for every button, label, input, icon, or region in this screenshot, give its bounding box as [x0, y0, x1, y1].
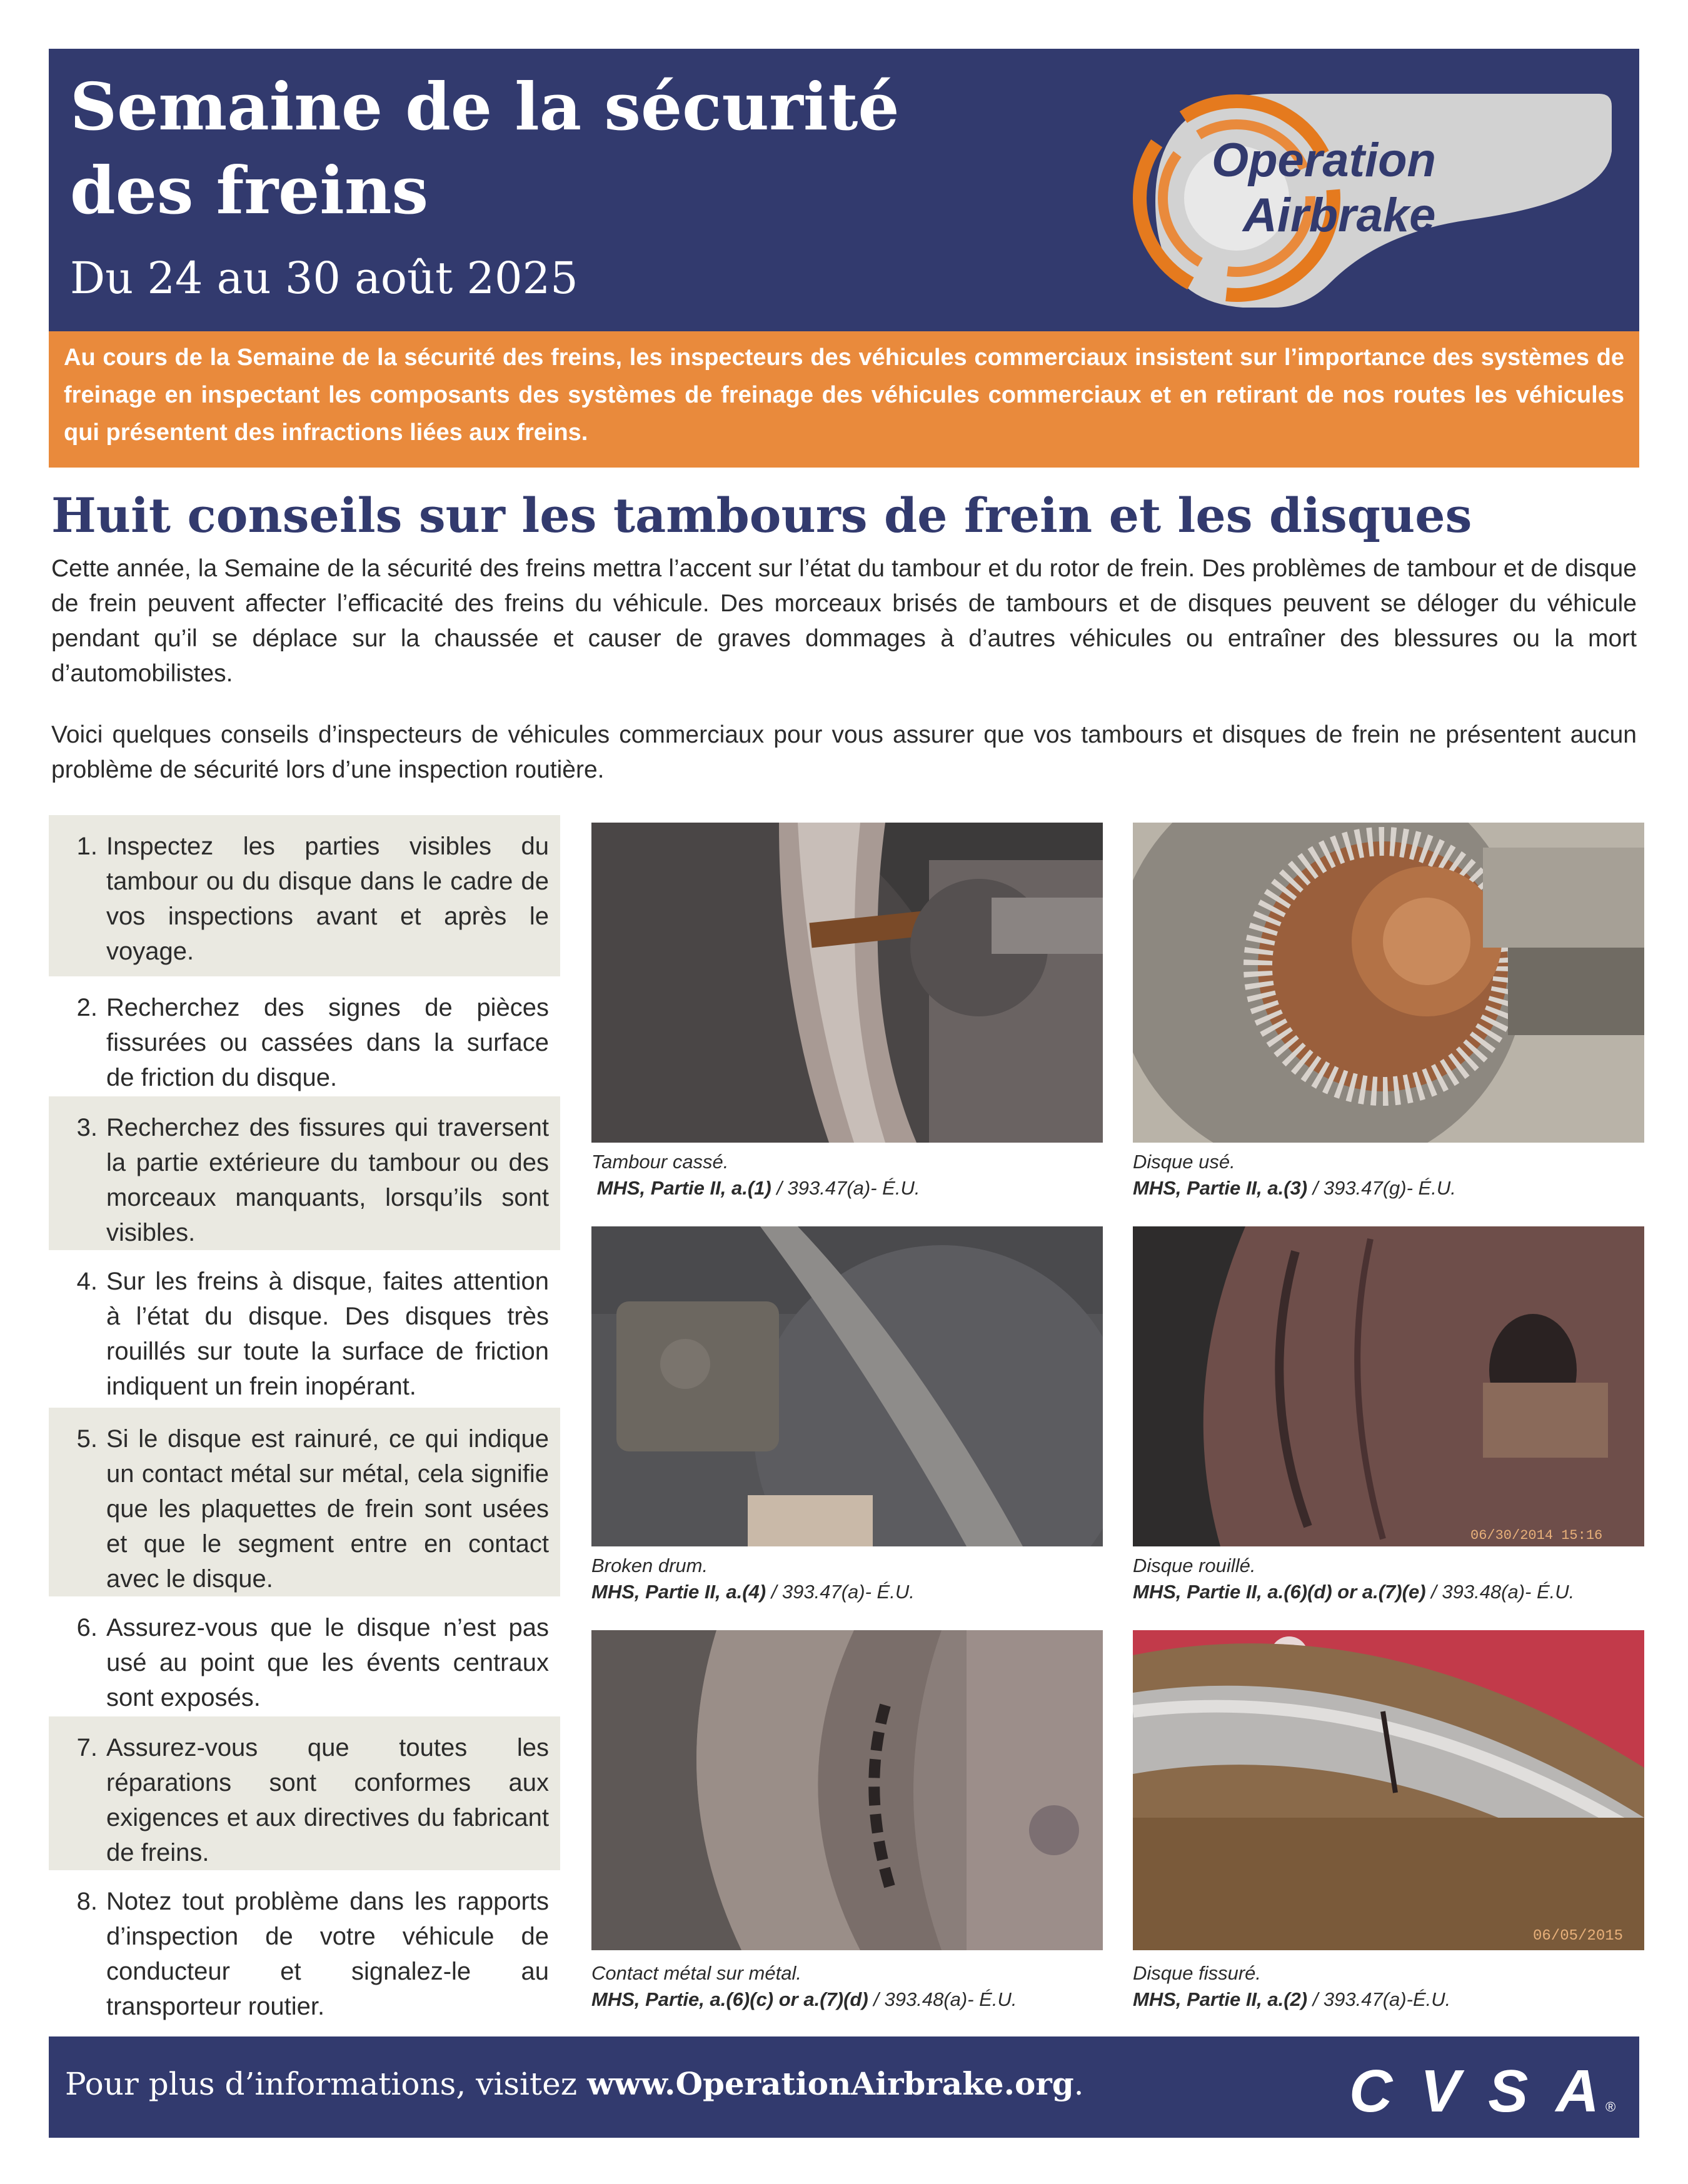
website-link[interactable]: www.OperationAirbrake.org [586, 2065, 1074, 2102]
photo-worn-disc [1133, 823, 1644, 1143]
cvsa-logo-text: CVSA [1349, 2061, 1599, 2118]
caption-title: Tambour cassé. [591, 1151, 729, 1173]
caption-title: Disque fissuré. [1133, 1962, 1262, 1984]
logo-text-operation: Operation [1212, 134, 1436, 187]
caption-ref-rest: / 393.47(g)- É.U. [1307, 1177, 1456, 1199]
intro-paragraph-1: Cette année, la Semaine de la sécurité des freins mettra l’accent sur l’état du tambour et du rotor de frein. Des problèmes de tambour et de disque de frein peuvent affecter l’efficacité des freins du véhicule. Des morceaux brisés de tambours et de disques peuvent se déloger du véhicule pendant qu’il se déplace sur la chaussée et causer de graves dommages à d’autres véhicules ou entraîner des blessures ou la mort d’automobilistes. [51, 555, 1637, 687]
tip-item [49, 1096, 560, 1250]
caption-ref-bold: MHS, Partie II, a.(2) [1133, 1988, 1308, 2010]
tip-item [49, 1716, 560, 1870]
photo-broken-drum-2 [591, 1226, 1103, 1546]
caption-ref-rest: / 393.48(a)- É.U. [868, 1988, 1017, 2010]
footer-prefix: Pour plus d’informations, visitez [65, 2066, 587, 2102]
photo-caption [1133, 1553, 1670, 1605]
caption-reference [591, 1579, 1129, 1605]
header-banner [49, 49, 1639, 331]
tip-text: Notez tout problème dans les rapports d’inspection de votre véhicule de conducteur et signalez-le au transporteur routier. [106, 1888, 549, 2020]
photo-caption [591, 1149, 1129, 1201]
caption-reference [591, 1175, 1129, 1201]
title-line-1: Semaine de la sécurité [70, 68, 900, 145]
caption-ref-bold: MHS, Partie II, a.(4) [591, 1581, 766, 1603]
caption-ref-bold: MHS, Partie II, a.(1) [596, 1177, 771, 1199]
caption-reference [1133, 1175, 1670, 1201]
page-title [70, 65, 1070, 233]
photo-broken-drum [591, 823, 1103, 1143]
tip-number: 2. [76, 994, 98, 1021]
caption-title: Disque rouillé. [1133, 1555, 1256, 1576]
operation-airbrake-logo [1118, 76, 1612, 308]
caption-ref-bold: MHS, Partie, a.(6)(c) or a.(7)(d) [591, 1988, 868, 2010]
photo-cracked-disc [1133, 1630, 1644, 1950]
caption-reference [1133, 1579, 1670, 1605]
footer-banner [49, 2036, 1639, 2138]
tip-number: 4. [76, 1268, 98, 1295]
caption-ref-rest: / 393.47(a)-É.U. [1307, 1988, 1451, 2010]
section-heading: Huit conseils sur les tambours de frein et les disques [51, 488, 1472, 543]
tip-number: 7. [76, 1734, 98, 1761]
tip-text: Recherchez des fissures qui traversent la partie extérieure du tambour ou des morceaux manquants, lorsqu’ils sont visibles. [106, 1114, 549, 1246]
tip-item [49, 1596, 560, 1716]
photo-caption [1133, 1149, 1670, 1201]
tip-number: 5. [76, 1425, 98, 1453]
tip-item [49, 976, 560, 1096]
tip-number: 3. [76, 1114, 98, 1141]
caption-title: Contact métal sur métal. [591, 1962, 801, 1984]
caption-title: Broken drum. [591, 1555, 708, 1576]
intro-banner: Au cours de la Semaine de la sécurité des freins, les inspecteurs des véhicules commerciaux insistent sur l’importance des systèmes de freinage en inspectant les composants des systèmes de freinage des véhicules commerciaux et en retirant de nos routes les véhicules qui présentent des infractions liées aux freins. [49, 331, 1639, 468]
tip-number: 1. [76, 833, 98, 860]
tip-item [49, 815, 560, 976]
footer-suffix: . [1073, 2066, 1084, 2102]
tip-text: Assurez-vous que le disque n’est pas usé au point que les évents centraux sont exposés. [106, 1614, 549, 1711]
intro-paragraph-2: Voici quelques conseils d’inspecteurs de véhicules commerciaux pour vous assurer que vos tambours et disques de frein ne présentent aucun problème de sécurité lors d’une inspection routière. [51, 721, 1637, 783]
photo-timestamp: 06/30/2014 15:16 [1470, 1528, 1603, 1543]
tip-item [49, 1870, 560, 2028]
registered-mark: ® [1605, 2099, 1616, 2115]
tip-text: Assurez-vous que toutes les réparations sont conformes aux exigences et aux directives du fabricant de freins. [106, 1734, 549, 1866]
tip-number: 6. [76, 1614, 98, 1641]
cvsa-logo [1349, 2061, 1624, 2118]
tip-item [49, 1408, 560, 1596]
caption-reference [591, 1986, 1129, 2013]
photo-caption [591, 1553, 1129, 1605]
tip-text: Sur les freins à disque, faites attention à l’état du disque. Des disques très rouillés sur toute la surface de friction indiquent un frein inopérant. [106, 1268, 549, 1400]
photo-rusty-disc [1133, 1226, 1644, 1546]
photo-metal-contact [591, 1630, 1103, 1950]
tip-item [49, 1250, 560, 1408]
photo-caption [591, 1960, 1129, 2013]
photo-caption [1133, 1960, 1670, 2013]
footer-text [65, 2065, 1084, 2102]
tip-number: 8. [76, 1888, 98, 1915]
tips-list [49, 815, 560, 2028]
tip-text: Recherchez des signes de pièces fissurées ou cassées dans la surface de friction du disque. [106, 994, 549, 1091]
logo-text-airbrake: Airbrake [1243, 189, 1436, 242]
event-dates: Du 24 au 30 août 2025 [70, 253, 578, 304]
photo-timestamp: 06/05/2015 [1533, 1928, 1624, 1945]
title-line-2: des freins [70, 152, 429, 229]
caption-ref-rest: / 393.47(a)- É.U. [766, 1581, 915, 1603]
caption-ref-rest: / 393.47(a)- É.U. [771, 1177, 920, 1199]
caption-ref-bold: MHS, Partie II, a.(6)(d) or a.(7)(e) [1133, 1581, 1426, 1603]
caption-title: Disque usé. [1133, 1151, 1235, 1173]
caption-ref-bold: MHS, Partie II, a.(3) [1133, 1177, 1308, 1199]
tip-text: Si le disque est rainuré, ce qui indique un contact métal sur métal, cela signifie que les plaquettes de frein sont usées et que le segment entre en contact avec le disque. [106, 1425, 549, 1593]
caption-reference [1133, 1986, 1670, 2013]
caption-ref-rest: / 393.48(a)- É.U. [1425, 1581, 1575, 1603]
tip-text: Inspectez les parties visibles du tambour ou du disque dans le cadre de vos inspections avant et après le voyage. [106, 833, 549, 965]
